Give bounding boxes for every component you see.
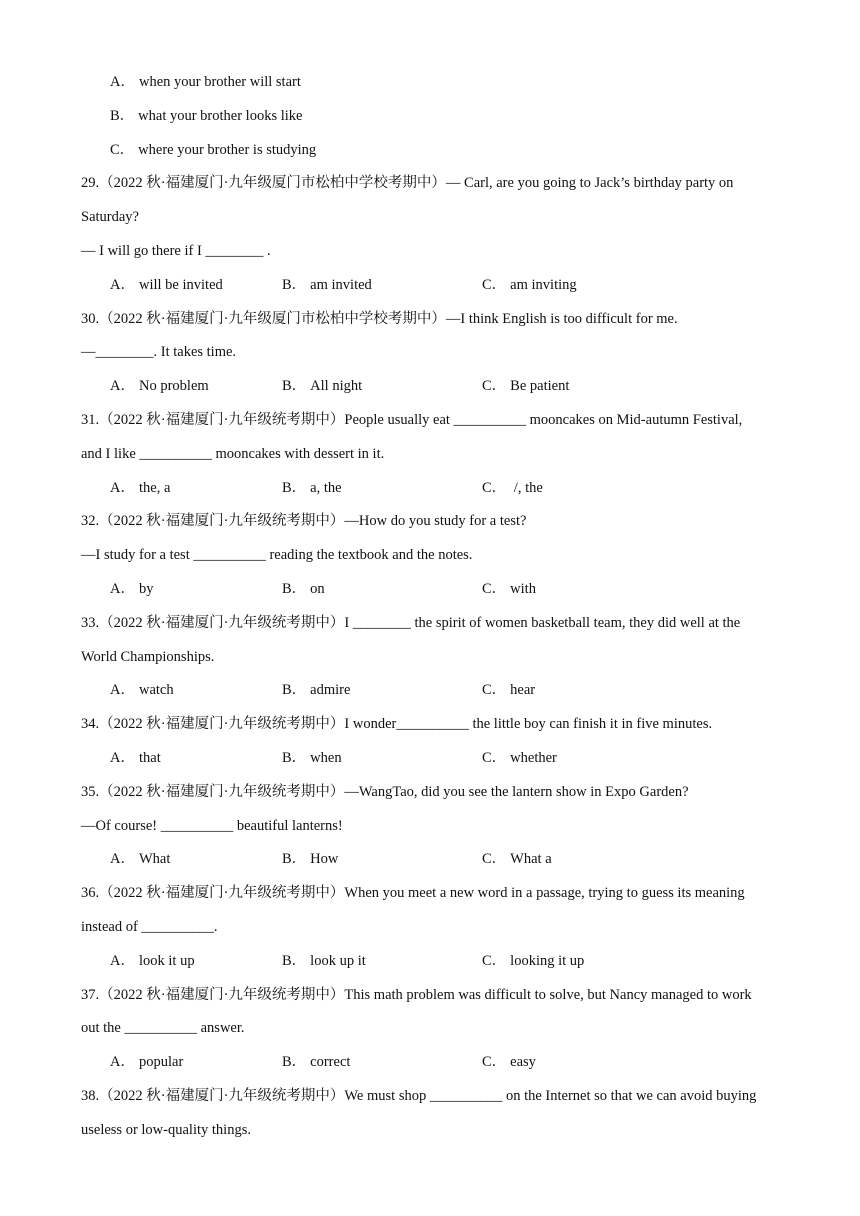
question-stem: 38.（2022 秋·福建厦门·九年级统考期中）We must shop __________ on the Internet so that we can avoid buying [81,1088,757,1104]
option-text: that [138,750,161,766]
option-text: What a [510,851,552,868]
option-b-q30[interactable] [282,377,362,395]
option-a-q30[interactable] [110,377,209,395]
question-stem: 37.（2022 秋·福建厦门·九年级统考期中）This math problem was difficult to solve, but Nancy managed to work [81,986,752,1003]
option-letter: A． [110,682,135,699]
question-text-line: Saturday? [81,209,139,226]
option-letter: B． [110,107,135,124]
question-stem: 32.（2022 秋·福建厦门·九年级统考期中）—How do you study for a test? [81,513,527,530]
option-letter: A． [110,952,135,969]
question-text-line: World Championships. [81,648,215,665]
option-text: look up it [310,952,366,969]
option-letter: B． [282,479,307,496]
option-b-q29[interactable] [282,276,372,294]
option-text: admire [310,682,351,699]
question-stem: 30.（2022 秋·福建厦门·九年级厦门市松柏中学校考期中）—I think English is too difficult for me. [81,310,678,327]
option-text: what your brother looks like [138,107,303,124]
option-c-q30[interactable] [482,377,569,395]
option-text: popular [138,1054,184,1071]
question-text-line: and I like __________ mooncakes with dessert in it. [81,445,385,462]
option-a-q37[interactable] [110,1053,183,1071]
question-stem: 34.（2022 秋·福建厦门·九年级统考期中）I wonder__________ the little boy can finish it in five minutes. [81,716,713,733]
option-letter: C． [482,276,507,293]
option-text: on [310,581,325,597]
option-letter: B． [282,581,307,597]
option-text: where your brother is studying [138,141,317,158]
question-text-line: —Of course! __________ beautiful lanterns! [81,817,343,834]
option-b-q36[interactable] [282,952,366,970]
option-letter: A． [110,378,135,395]
option-letter: B． [282,682,307,699]
option-letter: B． [282,276,307,293]
option-c-q36[interactable] [482,952,584,970]
option-a-q29[interactable] [110,276,223,294]
question-stem: 29.（2022 秋·福建厦门·九年级厦门市松柏中学校考期中）— Carl, are you going to Jack’s birthday party on [81,175,734,192]
option-letter: C． [482,479,507,496]
option-a-q35[interactable] [110,850,170,868]
option-letter: A． [110,479,135,496]
option-text: a, the [310,479,342,496]
option-a-q32[interactable] [110,580,153,598]
option-text: What [138,851,171,868]
option-text: hear [510,682,536,699]
option-text: easy [510,1054,536,1071]
option-letter: C． [482,1054,507,1071]
option-text: All night [310,378,363,395]
option-letter: B． [282,750,307,766]
option-text: looking it up [510,952,585,969]
option-c-q37[interactable] [482,1053,536,1071]
option-c-q33[interactable] [482,681,535,699]
option-text: /, the [510,479,543,496]
question-text-line: instead of __________. [81,919,218,935]
option-letter: C． [110,141,135,158]
option-text: the, a [138,479,171,496]
option-text: How [310,851,339,868]
question-text-line: useless or low-quality things. [81,1121,251,1138]
option-text: watch [138,682,174,699]
question-text-line: —________. It takes time. [81,344,237,361]
option-text: No problem [138,378,209,395]
question-text-line: —I study for a test __________ reading the textbook and the notes. [81,547,473,564]
option-b-q37[interactable] [282,1053,350,1071]
option-c-q31[interactable] [482,479,543,497]
lead-option-a[interactable] [110,73,301,91]
option-text: am inviting [510,276,577,293]
option-letter: A． [110,1054,135,1071]
lead-option-c[interactable] [110,141,316,159]
option-c-q35[interactable] [482,850,552,868]
option-letter: C． [482,378,507,395]
option-c-q29[interactable] [482,276,577,294]
question-stem: 33.（2022 秋·福建厦门·九年级统考期中）I ________ the spirit of women basketball team, they did well at the [81,614,741,631]
option-c-q34[interactable] [482,749,557,767]
option-a-q34[interactable] [110,749,161,767]
option-letter: B． [282,851,307,868]
lead-option-b[interactable] [110,107,302,125]
option-a-q36[interactable] [110,952,195,970]
option-b-q31[interactable] [282,479,342,497]
option-b-q33[interactable] [282,681,350,699]
option-text: look it up [138,952,195,969]
option-letter: B． [282,952,307,969]
option-b-q34[interactable] [282,749,342,767]
option-a-q33[interactable] [110,681,174,699]
option-a-q31[interactable] [110,479,170,497]
option-text: will be invited [138,276,223,293]
option-text: am invited [310,276,372,293]
option-letter: A． [110,750,135,766]
question-stem: 35.（2022 秋·福建厦门·九年级统考期中）—WangTao, did you see the lantern show in Expo Garden? [81,783,689,800]
question-stem: 31.（2022 秋·福建厦门·九年级统考期中）People usually eat __________ mooncakes on Mid-autumn Festival, [81,412,743,428]
option-text: correct [310,1054,351,1071]
option-b-q32[interactable] [282,580,325,598]
option-b-q35[interactable] [282,850,338,868]
option-letter: C． [482,682,507,699]
option-text: whether [510,750,557,766]
option-letter: A． [110,74,135,90]
option-letter: A． [110,581,135,597]
option-text: by [138,581,154,597]
option-text: Be patient [510,378,570,395]
option-letter: C． [482,851,507,868]
option-letter: C． [482,750,507,766]
option-letter: B． [282,378,307,395]
question-stem: 36.（2022 秋·福建厦门·九年级统考期中）When you meet a new word in a passage, trying to guess its meaning [81,885,745,902]
option-text: with [510,581,536,597]
option-letter: C． [482,581,507,597]
option-text: when [310,750,342,766]
option-letter: A． [110,276,135,293]
option-text: when your brother will start [138,74,301,90]
option-letter: C． [482,952,507,969]
question-text-line: — I will go there if I ________ . [81,243,271,259]
option-c-q32[interactable] [482,580,536,598]
question-text-line: out the __________ answer. [81,1020,245,1037]
option-letter: A． [110,851,135,868]
option-letter: B． [282,1054,307,1071]
